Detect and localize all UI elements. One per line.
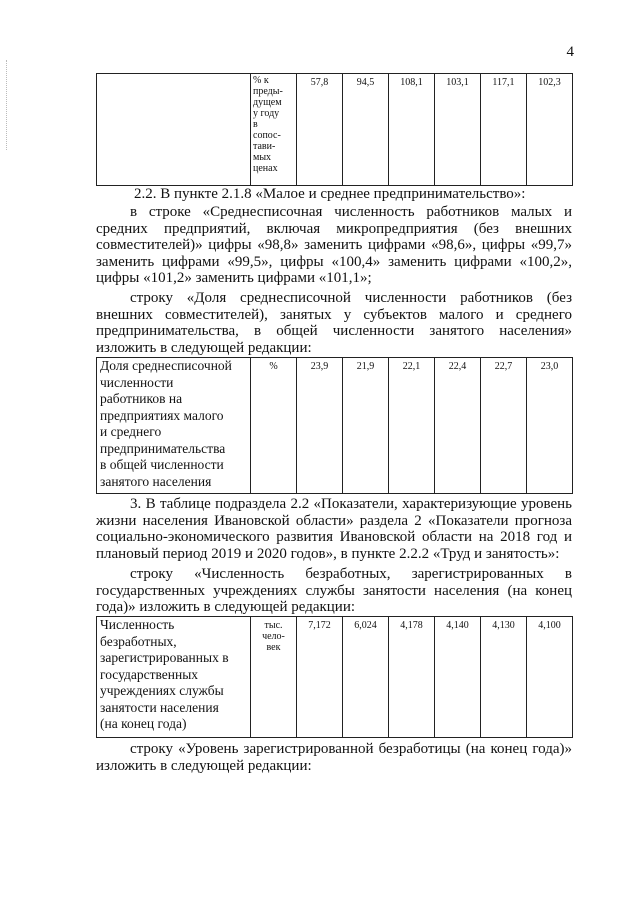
section-2-2-paragraph-1: в строке «Среднесписочная численность работников малых и средних предприятий, включая микропредприятия (без внешних совместителей)» цифры «98,8» заменить цифрами «98,6», цифры «99,7» заменить цифрами «99,5», цифры «100,4» заменить цифрами «100,2», [96,204,572,270]
final-paragraph-end: изложить в следующей редакции: [96,758,312,774]
table-row-prices [96,73,573,186]
section-2-2-paragraph-2-end: изложить в следующей редакции: [96,340,312,356]
value-cell: 23,9 [297,358,343,494]
value-cell: 22,7 [481,358,527,494]
section-2-2-heading: 2.2. В пункте 2.1.8 «Малое и среднее предпринимательство»: [134,186,526,202]
row-label: Доля среднесписочной численности работников на предприятиях малого и среднего предпринимательства в общей численности занятого населения [97,358,251,494]
value-cell: 117,1 [481,74,527,186]
unit-cell: % к преды- дущем у году в сопос- тави- мых ценах [251,74,297,186]
value-cell: 103,1 [435,74,481,186]
value-cell: 7,172 [297,617,343,738]
final-paragraph: строку «Уровень зарегистрированной безработицы (на конец года)» [130,741,572,757]
value-cell: 6,024 [343,617,389,738]
section-3-paragraph-2: строку «Численность безработных, зарегистрированных в государственных учреждениях службы занятости населения (на конец [96,566,572,599]
value-cell: 94,5 [343,74,389,186]
value-cell: 23,0 [527,358,573,494]
unit-cell: тыс. чело- век [251,617,297,738]
page-number: 4 [566,44,574,60]
value-cell: 4,130 [481,617,527,738]
value-cell: 21,9 [343,358,389,494]
table-share-of-employment [96,357,573,494]
value-cell: 57,8 [297,74,343,186]
empty-label-cell [97,74,251,186]
table-registered-unemployed [96,616,573,738]
value-cell: 102,3 [527,74,573,186]
value-cell: 4,178 [389,617,435,738]
scan-margin-marks [6,60,11,150]
value-cell: 22,1 [389,358,435,494]
value-cell: 4,100 [527,617,573,738]
value-cell: 4,140 [435,617,481,738]
section-2-2-paragraph-1-end: цифры «101,2» заменить цифрами «101,1»; [96,270,372,286]
section-3-paragraph-1: 3. В таблице подраздела 2.2 «Показатели, характеризующие уровень жизни населения Ивановской области» раздела 2 «Показатели прогноза социально-экономического развития Ивановской области на 2018 год и [96,496,572,546]
section-2-2-paragraph-2: строку «Доля среднесписочной численности работников (без внешних совместителей), занятых у субъектов малого и среднего предпринимательства, в общей численности занятого населения» [96,290,572,340]
section-3-paragraph-2-end: года)» изложить в следующей редакции: [96,599,356,615]
value-cell: 108,1 [389,74,435,186]
section-3-paragraph-1-end: плановый период 2019 и 2020 годов», в пункте 2.2.2 «Труд и занятость»: [96,546,560,562]
value-cell: 22,4 [435,358,481,494]
unit-cell: % [251,358,297,494]
row-label: Численность безработных, зарегистрированных в государственных учреждениях службы занятости населения (на конец года) [97,617,251,738]
